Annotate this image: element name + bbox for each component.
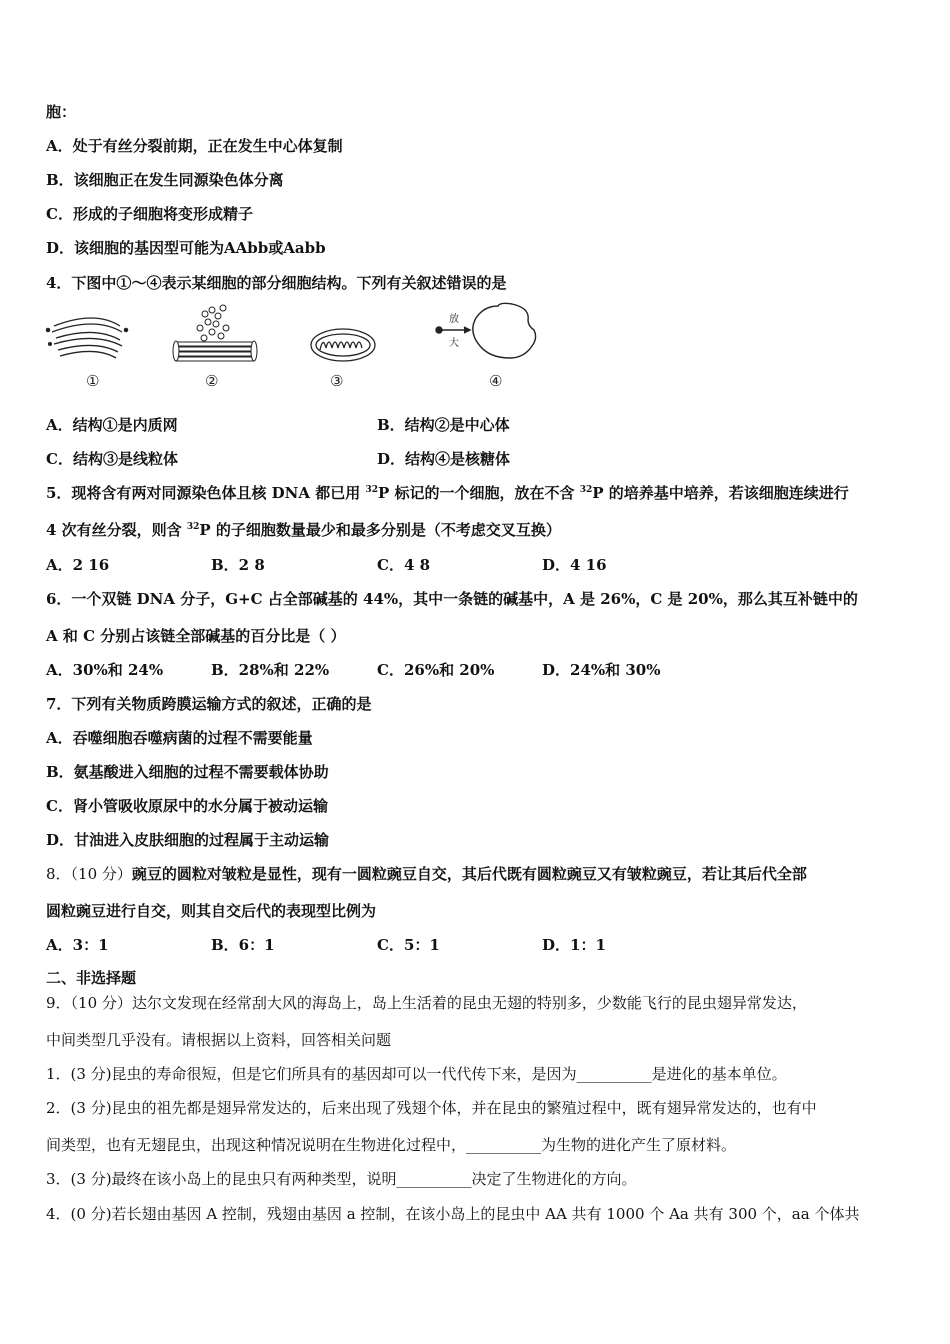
q5-stem-line-1: 5．现将含有两对同源染色体且核 DNA 都已用 $^{32}$P 标记的一个细胞，放在不含 $^{32}$P 的培养基中培养，若该细胞连续进行	[46, 484, 849, 502]
q9-stem-line-2: 中间类型几乎没有。请根据以上资料，回答相关问题	[46, 1031, 392, 1049]
q6-option-d: D．24%和 30%	[542, 661, 661, 679]
magnify-label-bottom: 大	[449, 338, 459, 349]
q6-option-a: A．30%和 24%	[46, 661, 164, 679]
q7-option-c: C．肾小管吸收原尿中的水分属于被动运输	[46, 797, 328, 815]
q3-continuation: 胞：	[46, 103, 77, 121]
q5-option-c: C．4 8	[377, 556, 431, 574]
figure-label-3: ③	[330, 372, 344, 390]
magnify-label-top: 放	[449, 314, 459, 325]
q8-stem-line-2: 圆粒豌豆进行自交，则其自交后代的表现型比例为	[46, 902, 377, 920]
q6-option-c: C．26%和 20%	[377, 661, 495, 679]
q9-sub-2-line-1: 2．(3 分)昆虫的祖先都是翅异常发达的，后来出现了残翅个体，并在昆虫的繁殖过程中，既有翅异常发达的，也有中	[46, 1099, 817, 1117]
endoplasmic-reticulum-icon	[46, 318, 127, 358]
q8-option-c: C．5：1	[377, 936, 440, 954]
golgi-apparatus-icon	[173, 305, 257, 361]
q8-option-d: D．1：1	[542, 936, 606, 954]
q5-option-d: D．4 16	[542, 556, 607, 574]
q5-option-b: B．2 8	[211, 556, 265, 574]
figure-label-1: ①	[86, 372, 100, 390]
q7-option-d: D．甘油进入皮肤细胞的过程属于主动运输	[46, 831, 330, 849]
q3-option-d: D．该细胞的基因型可能为AAbb或Aabb	[46, 239, 326, 257]
q9-sub-2-line-2: 间类型，也有无翅昆虫，出现这种情况说明在生物进化过程中，__________为生物的进化产生了原材料。	[46, 1136, 737, 1154]
q8-stem-line-1: 8．（10 分）豌豆的圆粒对皱粒是显性，现有一圆粒豌豆自交，其后代既有圆粒豌豆又有皱粒豌豆，若让其后代全部	[46, 865, 807, 883]
q3-option-c: C．形成的子细胞将变形成精子	[46, 205, 253, 223]
figure-label-4: ④	[489, 372, 503, 390]
q6-stem-line-2: A 和 C 分别占该链全部碱基的百分比是（ ）	[46, 627, 346, 645]
q9-sub-1: 1．(3 分)昆虫的寿命很短，但是它们所具有的基因却可以一代代传下来，是因为__________是进化的基本单位。	[46, 1065, 787, 1083]
q3-option-a: A．处于有丝分裂前期，正在发生中心体复制	[46, 137, 343, 155]
q6-stem-line-1: 6．一个双链 DNA 分子，G+C 占全部碱基的 44%，其中一条链的碱基中，A 是 26%，C 是 20%，那么其互补链中的	[46, 590, 858, 608]
q5-stem-line-2: 4 次有丝分裂，则含 $^{32}$P 的子细胞数量最少和最多分别是（不考虑交叉互换）	[46, 521, 561, 539]
q4-option-b: B．结构②是中心体	[377, 416, 510, 434]
mitochondrion-icon	[311, 329, 375, 361]
q4-stem: 4．下图中①～④表示某细胞的部分细胞结构。下列有关叙述错误的是	[46, 274, 507, 292]
q5-option-a: A．2 16	[46, 556, 110, 574]
q9-sub-4: 4．(0 分)若长翅由基因 A 控制，残翅由基因 a 控制，在该小岛上的昆虫中 AA 共有 1000 个 Aa 共有 300 个，aa 个体共	[46, 1205, 860, 1223]
cell-structures-diagram	[40, 300, 560, 395]
q9-stem-line-1: 9．（10 分）达尔文发现在经常刮大风的海岛上，岛上生活着的昆虫无翅的特别多，少数能飞行的昆虫翅异常发达，	[46, 994, 807, 1012]
figure-label-2: ②	[205, 372, 219, 390]
q7-stem: 7．下列有关物质跨膜运输方式的叙述，正确的是	[46, 695, 372, 713]
q4-option-c: C．结构③是线粒体	[46, 450, 178, 468]
ribosome-magnified-icon	[436, 303, 536, 358]
q7-option-b: B．氨基酸进入细胞的过程不需要载体协助	[46, 763, 329, 781]
q4-option-d: D．结构④是核糖体	[377, 450, 511, 468]
q9-sub-3: 3．(3 分)最终在该小岛上的昆虫只有两种类型，说明__________决定了生物进化的方向。	[46, 1170, 637, 1188]
q7-option-a: A．吞噬细胞吞噬病菌的过程不需要能量	[46, 729, 313, 747]
q8-option-b: B．6：1	[211, 936, 275, 954]
q4-option-a: A．结构①是内质网	[46, 416, 178, 434]
q4-figure	[40, 300, 560, 395]
q6-option-b: B．28%和 22%	[211, 661, 330, 679]
section-heading: 二、非选择题	[46, 969, 137, 987]
q3-option-b: B．该细胞正在发生同源染色体分离	[46, 171, 284, 189]
q8-option-a: A．3：1	[46, 936, 109, 954]
